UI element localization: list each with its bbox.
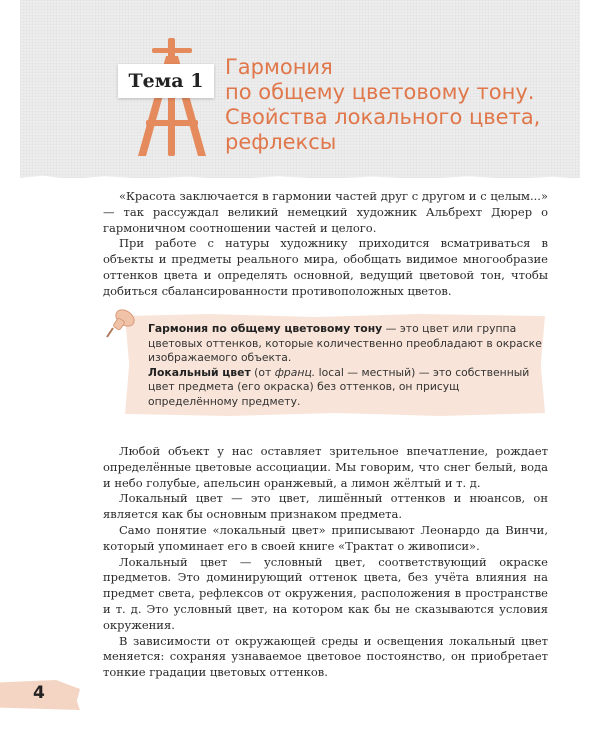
page-title [225, 55, 565, 155]
paragraph: В зависимости от окружающей среды и освещения локальный цвет меняется: сохраняя узнаваемое цветовое постоянство, он приобретает тонкие градации цветовых оттенков. [103, 633, 548, 680]
pushpin-icon [105, 306, 139, 340]
title-line: Гармония [225, 55, 333, 79]
body-text [103, 444, 548, 681]
easel-icon [132, 38, 212, 158]
theme-label: Тема 1 [118, 64, 214, 98]
intro-text [103, 189, 548, 300]
callout-text [148, 322, 543, 409]
definition-italic: франц. [274, 365, 316, 379]
paragraph: Любой объект у нас оставляет зрительное впечатление, рождает определённые цветовые ассоциации. Мы говорим, что снег белый, вода и небо голубые, апельсин оранжевый, а лимон жёлтый и т. д. [103, 444, 548, 490]
title-line: по общему цветовому тону. [225, 80, 535, 104]
paragraph: При работе с натуры художнику приходится всматриваться в объекты и предметы реального мира, обобщать видимое многообразие оттенков цвета и определять основной, ведущий цветовой тон, чтобы добиться сбалансированности противоположных цветов. [103, 236, 548, 298]
paragraph: Само понятие «локальный цвет» приписывают Леонардо да Винчи, который упоминает его в своей книге «Трактат о живописи». [103, 522, 548, 553]
paragraph: Локальный цвет — условный цвет, соответствующий окраске предметов. Это доминирующий оттенок цвета, без учёта влияния на предмет света, рефлексов от окружения, расположения в пространстве и т. д. Это условный цвет, на котором как бы не сказываются условия окружения. [103, 554, 548, 632]
paragraph: Локальный цвет — это цвет, лишённый оттенков и нюансов, он является как бы основным признаком предмета. [103, 491, 548, 522]
title-line: Свойства локального цвета, [225, 105, 541, 129]
definition: — это цвет или группа цветовых оттенков, которые количественно преобладают в окраске изображаемого объекта. [148, 322, 542, 364]
definition-local-color [148, 366, 543, 410]
page-number: 4 [33, 683, 45, 703]
definition-part: (от [250, 365, 275, 379]
title-line: рефлексы [225, 130, 337, 154]
paragraph: «Красота заключается в гармонии частей друг с другом и с целым...» — так рассуждал великий немецкий художник Альбрехт Дюрер о гармоничном соотношении частей и целого. [103, 189, 548, 235]
term: Гармония по общему цветовому тону [148, 322, 383, 335]
definition-part: local — местный) — это собственный цвет предмета (его окраска) без оттенков, он присущ определённому предмету. [148, 365, 530, 408]
term: Локальный цвет [148, 365, 251, 379]
definition-harmony [148, 322, 543, 366]
